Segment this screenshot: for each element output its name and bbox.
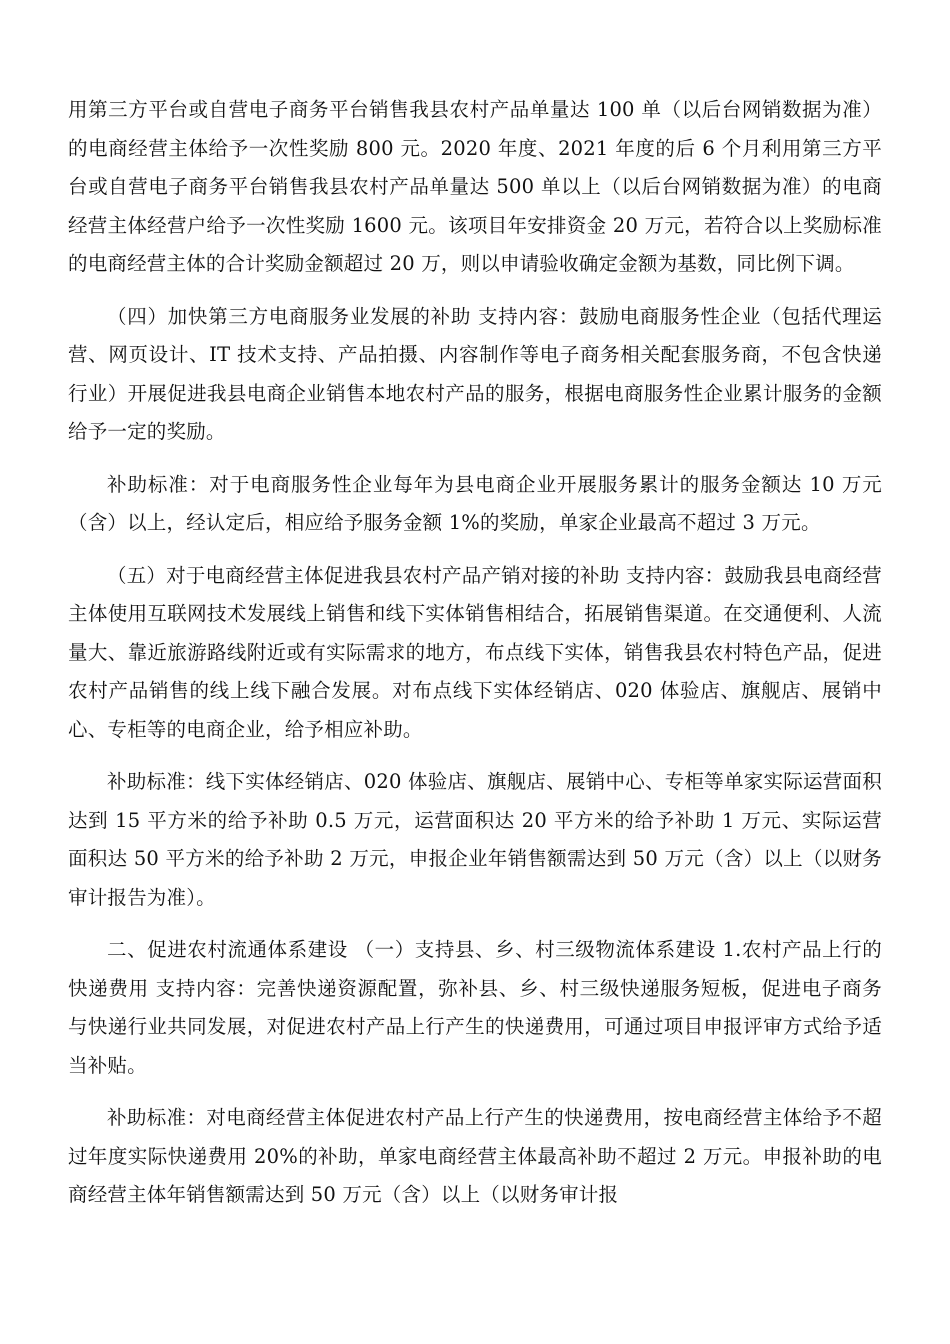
paragraph-section-four: （四）加快第三方电商服务业发展的补助 支持内容：鼓励电商服务性企业（包括代理运营、网页设计、IT 技术支持、产品拍摄、内容制作等电子商务相关配套服务商，不包含快递行业）开展促进我县电商企业销售本地农村产品的服务，根据电商服务性企业累计服务的金额给予一定的奖励。 bbox=[68, 304, 882, 443]
paragraph-section-five: （五）对于电商经营主体促进我县农村产品产销对接的补助 支持内容：鼓励我县电商经营主体使用互联网技术发展线上销售和线下实体销售相结合，拓展销售渠道。在交通便利、人流量大、靠近旅游路线附近或有实际需求的地方，布点线下实体，销售我县农村特色产品，促进农村产品销售的线上线下融合发展。对布点线下实体经销店、020 体验店、旗舰店、展销中心、专柜等的电商企业，给予相应补助。 bbox=[68, 563, 882, 741]
paragraph-continuation: 用第三方平台或自营电子商务平台销售我县农村产品单量达 100 单（以后台网销数据为准）的电商经营主体给予一次性奖励 800 元。2020 年度、2021 年度的后 6 个月利用第三方平台或自营电子商务平台销售我县农村产品单量达 500 单以上（以后台网销数据为准）的电商经营主体经营户给予一次性奖励 1600 元。该项目年安排资金 20 万元，若符合以上奖励标准的电商经营主体的合计奖励金额超过 20 万，则以申请验收确定金额为基数，同比例下调。 bbox=[68, 98, 882, 275]
paragraph-rural-logistics: 二、促进农村流通体系建设 （一）支持县、乡、村三级物流体系建设 1.农村产品上行的快递费用 支持内容：完善快递资源配置，弥补县、乡、村三级快递服务短板，促进电子商务与快递行业共同发展，对促进农村产品上行产生的快递费用，可通过项目申报评审方式给予适当补贴。 bbox=[68, 938, 882, 1077]
paragraph-subsidy-standard-logistics: 补助标准：对电商经营主体促进农村产品上行产生的快递费用，按电商经营主体给予不超过年度实际快递费用 20%的补助，单家电商经营主体最高补助不超过 2 万元。申报补助的电商经营主体年销售额需达到 50 万元（含）以上（以财务审计报 bbox=[68, 1106, 882, 1206]
paragraph-subsidy-standard-five: 补助标准：线下实体经销店、020 体验店、旗舰店、展销中心、专柜等单家实际运营面积达到 15 平方米的给予补助 0.5 万元，运营面积达 20 平方米的给予补助 1 万元、实际运营面积达 50 平方米的给予补助 2 万元，申报企业年销售额需达到 50 万元（含）以上（以财务审计报告为准）。 bbox=[68, 770, 882, 909]
paragraph-subsidy-standard-four: 补助标准：对于电商服务性企业每年为县电商企业开展服务累计的服务金额达 10 万元（含）以上，经认定后，相应给予服务金额 1%的奖励，单家企业最高不超过 3 万元。 bbox=[68, 472, 882, 534]
